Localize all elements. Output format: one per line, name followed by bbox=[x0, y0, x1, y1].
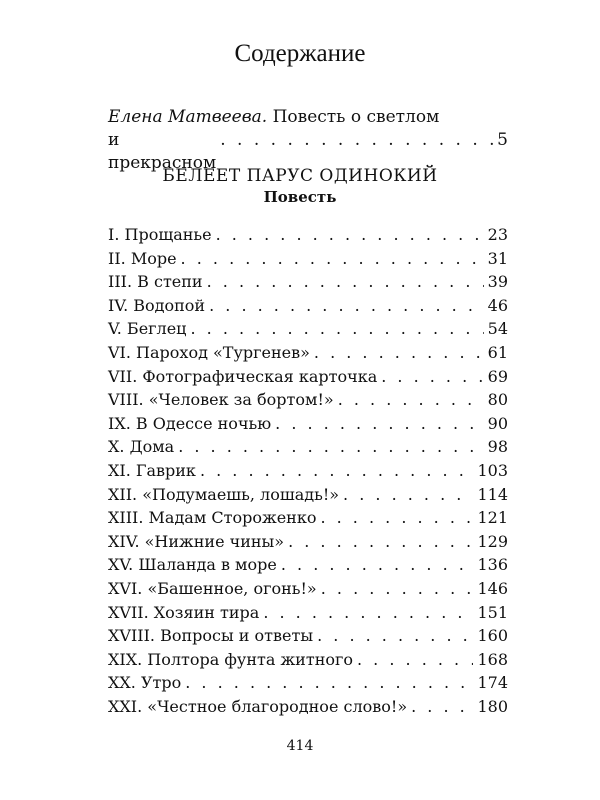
toc-row bbox=[108, 225, 508, 249]
intro-line-1 bbox=[108, 106, 508, 129]
toc-page-number: 46 bbox=[487, 295, 508, 315]
toc-chapter-label: VI. Пароход «Тургенев» bbox=[108, 342, 310, 362]
dot-leader bbox=[209, 296, 484, 315]
intro-author: Елена Матвеева. bbox=[108, 107, 268, 127]
dot-leader bbox=[190, 319, 483, 338]
toc-chapter-label: XV. Шаланда в море bbox=[108, 555, 277, 575]
toc-chapter-label: X. Дома bbox=[108, 437, 175, 457]
toc-page-number: 90 bbox=[487, 413, 508, 433]
toc-chapter-label: VIII. «Человек за бортом!» bbox=[108, 390, 334, 410]
toc-chapter-label: VII. Фотографическая карточка bbox=[108, 366, 378, 386]
toc-chapter-label: XXI. «Честное благородное слово!» bbox=[108, 696, 408, 716]
table-of-contents bbox=[108, 225, 508, 720]
toc-page-number: 129 bbox=[477, 531, 508, 551]
toc-row bbox=[108, 555, 508, 579]
toc-chapter-label: III. В степи bbox=[108, 272, 203, 292]
dot-leader bbox=[321, 579, 474, 598]
toc-page-number: 98 bbox=[487, 437, 508, 457]
toc-row bbox=[108, 485, 508, 509]
dot-leader bbox=[200, 461, 474, 480]
dot-leader bbox=[178, 437, 483, 456]
toc-page-number: 69 bbox=[487, 366, 508, 386]
toc-page-number: 61 bbox=[487, 342, 508, 362]
toc-row bbox=[108, 343, 508, 367]
dot-leader bbox=[281, 555, 474, 574]
toc-row bbox=[108, 367, 508, 391]
toc-page-number: 168 bbox=[477, 649, 508, 669]
dot-leader bbox=[411, 697, 473, 716]
toc-chapter-label: II. Море bbox=[108, 248, 177, 268]
intro-text-1: Повесть о светлом bbox=[272, 107, 440, 127]
dot-leader bbox=[263, 603, 473, 622]
section-subtitle: Повесть bbox=[263, 188, 337, 206]
dot-leader bbox=[185, 673, 473, 692]
section-title: БЕЛЕЕТ ПАРУС ОДИНОКИЙ bbox=[162, 166, 438, 186]
toc-page-number: 80 bbox=[487, 390, 508, 410]
page-title: Содержание bbox=[234, 40, 366, 67]
toc-row bbox=[108, 437, 508, 461]
page-number: 414 bbox=[286, 738, 314, 754]
toc-page-number: 121 bbox=[477, 508, 508, 528]
dot-leader bbox=[220, 129, 493, 152]
toc-row bbox=[108, 296, 508, 320]
dot-leader bbox=[343, 485, 473, 504]
toc-page-number: 160 bbox=[477, 626, 508, 646]
toc-chapter-label: XVII. Хозяин тира bbox=[108, 602, 260, 622]
toc-chapter-label: V. Беглец bbox=[108, 319, 187, 339]
toc-chapter-label: I. Прощанье bbox=[108, 225, 212, 244]
dot-leader bbox=[317, 626, 473, 645]
toc-chapter-label: XII. «Подумаешь, лошадь!» bbox=[108, 484, 340, 504]
toc-chapter-label: XX. Утро bbox=[108, 673, 182, 693]
toc-row bbox=[108, 461, 508, 485]
toc-page-number: 39 bbox=[487, 272, 508, 292]
toc-page-number: 103 bbox=[477, 460, 508, 480]
dot-leader bbox=[181, 249, 484, 268]
toc-row bbox=[108, 249, 508, 273]
toc-chapter-label: XIII. Мадам Стороженко bbox=[108, 508, 317, 528]
toc-row bbox=[108, 650, 508, 674]
dot-leader bbox=[338, 390, 484, 409]
toc-row bbox=[108, 272, 508, 296]
toc-row bbox=[108, 626, 508, 650]
dot-leader bbox=[357, 650, 473, 669]
toc-chapter-label: XIX. Полтора фунта житного bbox=[108, 649, 353, 669]
toc-row bbox=[108, 508, 508, 532]
toc-row bbox=[108, 390, 508, 414]
dot-leader bbox=[275, 414, 483, 433]
toc-page-number: 146 bbox=[477, 578, 508, 598]
section-heading bbox=[0, 166, 600, 206]
toc-row bbox=[108, 414, 508, 438]
toc-chapter-label: IX. В Одессе ночью bbox=[108, 413, 272, 433]
dot-leader bbox=[381, 367, 483, 386]
toc-row bbox=[108, 579, 508, 603]
toc-page-number: 136 bbox=[477, 555, 508, 575]
intro-page-number: 5 bbox=[497, 130, 508, 150]
toc-row bbox=[108, 532, 508, 556]
toc-chapter-label: IV. Водопой bbox=[108, 295, 206, 315]
toc-chapter-label: XI. Гаврик bbox=[108, 460, 196, 480]
toc-page-number: 174 bbox=[477, 673, 508, 693]
toc-page-number: 54 bbox=[487, 319, 508, 339]
toc-chapter-label: XIV. «Нижние чины» bbox=[108, 531, 285, 551]
dot-leader bbox=[207, 272, 484, 291]
toc-page-number: 151 bbox=[477, 602, 508, 622]
toc-row bbox=[108, 697, 508, 721]
toc-page-number: 180 bbox=[477, 696, 508, 716]
toc-chapter-label: XVIII. Вопросы и ответы bbox=[108, 626, 314, 646]
toc-page-number: 23 bbox=[487, 225, 508, 244]
intro-entry bbox=[108, 106, 508, 175]
dot-leader bbox=[288, 532, 473, 551]
dot-leader bbox=[314, 343, 484, 362]
toc-page-number: 114 bbox=[477, 484, 508, 504]
toc-chapter-label: XVI. «Башенное, огонь!» bbox=[108, 578, 317, 598]
toc-row bbox=[108, 603, 508, 627]
toc-row bbox=[108, 319, 508, 343]
toc-page-number: 31 bbox=[487, 248, 508, 268]
toc-row bbox=[108, 673, 508, 697]
dot-leader bbox=[216, 225, 484, 244]
intro-text-2: и прекрасном bbox=[108, 130, 217, 173]
dot-leader bbox=[320, 508, 473, 527]
